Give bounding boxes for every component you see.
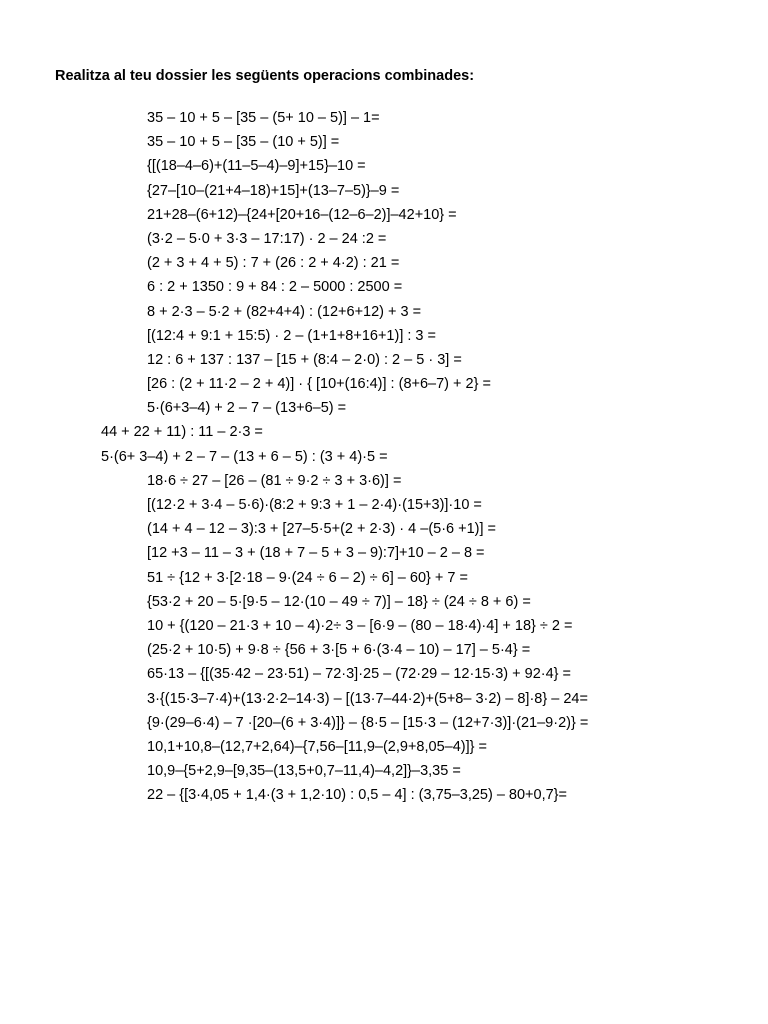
exercise-line: (3·2 – 5·0 + 3·3 – 17:17) · 2 – 24 :2 = bbox=[147, 230, 387, 247]
exercise-line: 44 + 22 + 11) : 11 – 2·3 = bbox=[101, 424, 263, 441]
exercise-line: 65·13 – {[(35·42 – 23·51) – 72·3]·25 – (72·29 – 12·15·3) + 92·4} = bbox=[147, 666, 572, 683]
exercise-line: 5·(6+3–4) + 2 – 7 – (13+6–5) = bbox=[147, 400, 347, 417]
exercise-line: 35 – 10 + 5 – [35 – (10 + 5)] = bbox=[147, 134, 340, 151]
exercise-line: 10 + {(120 – 21·3 + 10 – 4)·2÷ 3 – [6·9 – (80 – 18·4)·4] + 18} ÷ 2 = bbox=[147, 617, 573, 634]
exercise-list bbox=[0, 109, 768, 810]
exercise-line: 10,9–{5+2,9–[9,35–(13,5+0,7–11,4)–4,2]}–3,35 = bbox=[147, 763, 461, 780]
exercise-line: 12 : 6 + 137 : 137 – [15 + (8:4 – 2·0) : 2 – 5 · 3] = bbox=[147, 351, 462, 368]
exercise-line: {53·2 + 20 – 5·[9·5 – 12·(10 – 49 ÷ 7)] – 18} ÷ (24 ÷ 8 + 6) = bbox=[147, 593, 531, 610]
exercise-line: [(12:4 + 9:1 + 15:5) · 2 – (1+1+8+16+1)] : 3 = bbox=[147, 327, 436, 344]
exercise-line: 35 – 10 + 5 – [35 – (5+ 10 – 5)] – 1= bbox=[147, 110, 380, 126]
exercise-line: (25·2 + 10·5) + 9·8 ÷ {56 + 3·[5 + 6·(3·4 – 10) – 17] – 5·4} = bbox=[147, 642, 531, 659]
exercise-line: [26 : (2 + 11·2 – 2 + 4)] · { [10+(16:4)] : (8+6–7) + 2} = bbox=[147, 376, 491, 393]
exercise-line: [(12·2 + 3·4 – 5·6)·(8:2 + 9:3 + 1 – 2·4)·(15+3)]·10 = bbox=[147, 497, 482, 513]
exercise-line: (14 + 4 – 12 – 3):3 + [27–5·5+(2 + 2·3) · 4 –(5·6 +1)] = bbox=[147, 521, 497, 538]
exercise-line: 18·6 ÷ 27 – [26 – (81 ÷ 9·2 ÷ 3 + 3·6)] = bbox=[147, 472, 402, 489]
exercise-line: 21+28–(6+12)–{24+[20+16–(12–6–2)]–42+10} = bbox=[147, 206, 457, 223]
exercise-line: 3·{(15·3–7·4)+(13·2·2–14·3) – [(13·7–44·2)+(5+8– 3·2) – 8]·8} – 24= bbox=[147, 690, 588, 707]
exercise-line: {27–[10–(21+4–18)+15]+(13–7–5)}–9 = bbox=[147, 182, 400, 199]
exercise-line: {9·(29–6·4) – 7 ·[20–(6 + 3·4)]} – {8·5 – [15·3 – (12+7·3)]·(21–9·2)} = bbox=[147, 714, 589, 731]
exercise-line: 22 – {[3·4,05 + 1,4·(3 + 1,2·10) : 0,5 – 4] : (3,75–3,25) – 80+0,7}= bbox=[147, 787, 567, 804]
exercise-line: 6 : 2 + 1350 : 9 + 84 : 2 – 5000 : 2500 = bbox=[147, 279, 403, 296]
exercise-line: [12 +3 – 11 – 3 + (18 + 7 – 5 + 3 – 9):7]+10 – 2 – 8 = bbox=[147, 545, 485, 562]
document-title: Realitza al teu dossier les següents operacions combinades: bbox=[55, 68, 475, 84]
exercise-line: 51 ÷ {12 + 3·[2·18 – 9·(24 ÷ 6 – 2) ÷ 6] – 60} + 7 = bbox=[147, 569, 468, 586]
exercise-line: (2 + 3 + 4 + 5) : 7 + (26 : 2 + 4·2) : 21 = bbox=[147, 255, 400, 272]
exercise-line: {[(18–4–6)+(11–5–4)–9]+15}–10 = bbox=[147, 158, 366, 175]
exercise-line: 5·(6+ 3–4) + 2 – 7 – (13 + 6 – 5) : (3 + 4)·5 = bbox=[101, 448, 388, 465]
exercise-line: 10,1+10,8–(12,7+2,64)–{7,56–[11,9–(2,9+8,05–4)]} = bbox=[147, 738, 487, 755]
exercise-line: 8 + 2·3 – 5·2 + (82+4+4) : (12+6+12) + 3 = bbox=[147, 303, 422, 320]
